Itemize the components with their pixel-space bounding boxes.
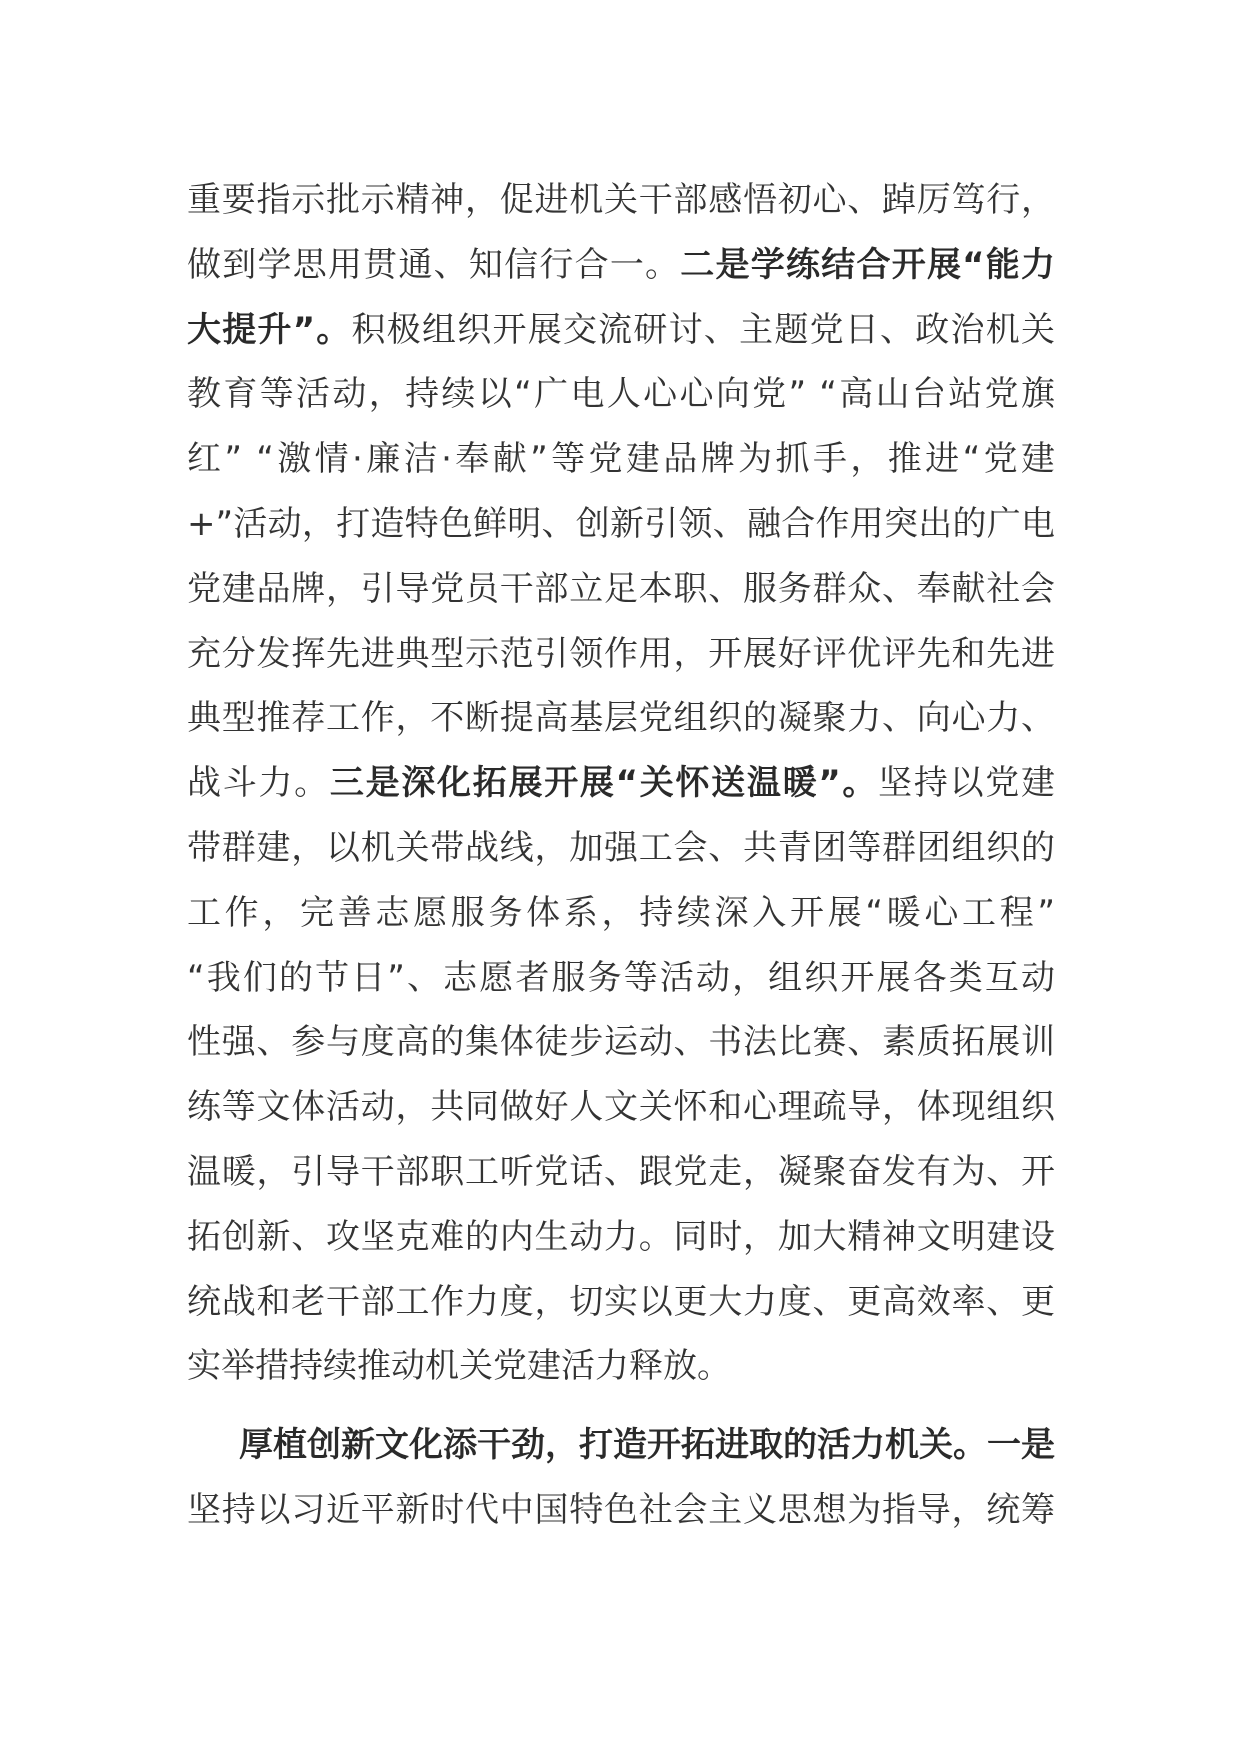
text-line bbox=[187, 751, 1055, 816]
text-line bbox=[187, 1270, 1055, 1335]
text-line bbox=[187, 881, 1055, 946]
bold-text-run: 厚植创新文化添干劲，打造开拓进取的活力机关。一是 bbox=[239, 1425, 1055, 1466]
text-line bbox=[187, 1334, 1055, 1399]
text-run: 战斗力。 bbox=[187, 763, 330, 804]
text-line bbox=[187, 622, 1055, 687]
bold-text-run: 二是学练结合开展“能力 bbox=[680, 244, 1055, 285]
text-run: “我们的节日”、志愿者服务等活动，组织开展各类互动 bbox=[187, 957, 1055, 998]
text-line bbox=[187, 427, 1055, 492]
text-run: 工作，完善志愿服务体系，持续深入开展“暖心工程” bbox=[187, 892, 1055, 933]
text-line bbox=[187, 362, 1055, 427]
text-line bbox=[187, 686, 1055, 751]
text-run: 教育等活动，持续以“广电人心心向党” “高山台站党旗 bbox=[187, 374, 1055, 415]
text-run: 性强、参与度高的集体徒步运动、书法比赛、素质拓展训 bbox=[187, 1022, 1055, 1063]
text-run: 重要指示批示精神，促进机关干部感悟初心、踔厉笃行， bbox=[187, 180, 1055, 220]
text-run: 带群建，以机关带战线，加强工会、共青团等群团组织的 bbox=[187, 827, 1055, 868]
text-line bbox=[187, 816, 1055, 881]
bold-text-run: 大提升”。 bbox=[187, 309, 352, 350]
text-run: 拓创新、攻坚克难的内生动力。同时，加大精神文明建设 bbox=[187, 1216, 1055, 1257]
text-line bbox=[187, 1478, 1055, 1543]
text-run: 练等文体活动，共同做好人文关怀和心理疏导，体现组织 bbox=[187, 1087, 1055, 1128]
paragraph-gap bbox=[187, 1399, 1055, 1413]
text-run: 做到学思用贯通、知信行合一。 bbox=[187, 244, 681, 285]
text-line bbox=[187, 1205, 1055, 1270]
text-line bbox=[187, 233, 1055, 298]
text-run: +”活动，打造特色鲜明、创新引领、融合作用突出的广电 bbox=[187, 503, 1055, 544]
text-run: 温暖，引导干部职工听党话、跟党走，凝聚奋发有为、开 bbox=[187, 1151, 1055, 1192]
text-run: 红” “激情·廉洁·奉献”等党建品牌为抓手，推进“党建 bbox=[187, 439, 1055, 480]
text-line bbox=[187, 298, 1055, 363]
text-run: 坚持以党建 bbox=[878, 763, 1056, 804]
text-run: 实举措持续推动机关党建活力释放。 bbox=[187, 1346, 731, 1387]
text-run: 积极组织开展交流研讨、主题党日、政治机关 bbox=[351, 309, 1055, 350]
bold-text-run: 三是深化拓展开展“关怀送温暖”。 bbox=[329, 763, 879, 804]
text-run: 坚持以习近平新时代中国特色社会主义思想为指导，统筹 bbox=[187, 1489, 1055, 1530]
body-text bbox=[187, 168, 1055, 1543]
text-line bbox=[187, 1010, 1055, 1075]
text-line bbox=[187, 946, 1055, 1011]
text-line bbox=[187, 1075, 1055, 1140]
text-run: 充分发挥先进典型示范引领作用，开展好评优评先和先进 bbox=[187, 633, 1055, 674]
text-run: 典型推荐工作，不断提高基层党组织的凝聚力、向心力、 bbox=[187, 698, 1055, 739]
text-line bbox=[187, 168, 1055, 233]
text-run: 党建品牌，引导党员干部立足本职、服务群众、奉献社会 bbox=[187, 568, 1055, 609]
text-run: 统战和老干部工作力度，切实以更大力度、更高效率、更 bbox=[187, 1281, 1055, 1322]
text-line bbox=[187, 492, 1055, 557]
text-line bbox=[187, 1140, 1055, 1205]
text-line bbox=[187, 1413, 1055, 1478]
text-line bbox=[187, 557, 1055, 622]
